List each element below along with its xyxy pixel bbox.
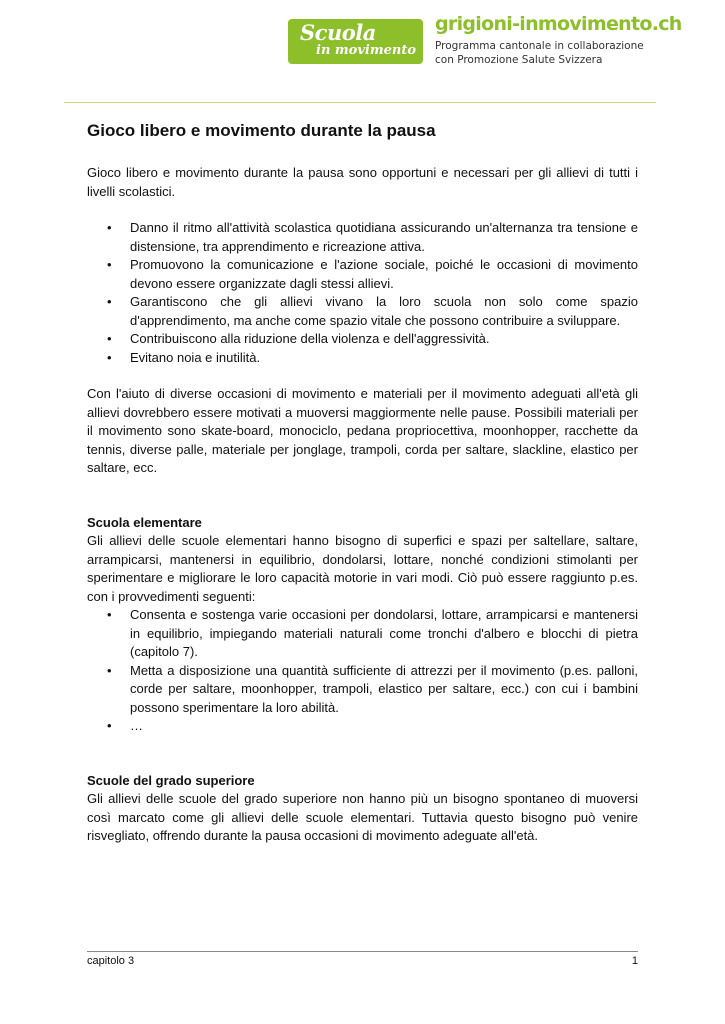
- bullet-icon: •: [107, 220, 112, 235]
- tagline-line1: Programma cantonale in collaborazione: [435, 40, 644, 52]
- bullet-icon: •: [107, 294, 112, 309]
- footer-divider: [87, 951, 638, 952]
- header-divider: [64, 102, 656, 103]
- page-number: 1: [631, 955, 638, 967]
- page-header: [0, 0, 725, 104]
- document-body: [87, 120, 638, 846]
- bullet-icon: •: [107, 331, 112, 346]
- elementary-paragraph: Gli allievi delle scuole elementari hanno bisogno di superfici e spazi per saltellare, saltare, arrampicarsi, mantenersi in equilibrio, dondolarsi, lottare, nonché condizioni stimolanti per sperimentare e migliorare le loro capacità motorie in vari modi. Ciò può essere raggiunto p.es. con i provvedimenti seguenti:: [87, 533, 638, 604]
- footer-chapter: capitolo 3: [87, 955, 135, 967]
- list-item: • …: [87, 717, 638, 736]
- site-name: grigioni-inmovimento.ch: [435, 13, 682, 35]
- list-item: • Garantiscono che gli allievi vivano la loro scuola non solo come spazio d'apprendimento, ma anche come spazio vitale che possono contribuire a sviluppare.: [107, 294, 638, 328]
- benefits-list: [87, 219, 638, 367]
- logo-line1: Scuola: [300, 20, 376, 45]
- list-item: • Evitano noia e inutilità.: [87, 349, 638, 368]
- tagline-line2: con Promozione Salute Svizzera: [435, 54, 603, 66]
- secondary-paragraph: Gli allievi delle scuole del grado superiore non hanno più un bisogno spontaneo di muoversi così marcato come gli allievi delle scuole elementari. Tuttavia questo bisogno può venire risvegliato, offrendo durante la pausa occasioni di movimento adeguate all'età.: [87, 791, 638, 843]
- bullet-icon: •: [107, 257, 112, 272]
- bullet-icon: •: [107, 607, 112, 622]
- bullet-icon: •: [107, 662, 112, 678]
- logo-line2: in movimento: [316, 43, 416, 58]
- bullet-icon: •: [107, 349, 112, 365]
- bullet-icon: •: [107, 718, 112, 733]
- section-title-secondary: Scuole del grado superiore: [87, 772, 255, 788]
- list-item: • Danno il ritmo all'attività scolastica quotidiana assicurando un'alternanza tra tensione e distensione, tra apprendimento e ricreazione attiva.: [107, 220, 638, 254]
- list-item: • Consenta e sostenga varie occasioni per dondolarsi, lottare, arrampicarsi e mantenersi in equilibrio, impiegando materiali naturali come tronchi d'albero e blocchi di pietra (capitolo 7).: [107, 607, 638, 659]
- measures-list: [87, 606, 638, 736]
- section-title-elementary: Scuola elementare: [87, 514, 202, 530]
- list-item: • Contribuiscono alla riduzione della violenza e dell'aggressività.: [87, 330, 638, 349]
- logo: [288, 19, 423, 64]
- materials-paragraph: Con l'aiuto di diverse occasioni di movimento e materiali per il movimento adeguati all'età gli allievi dovrebbero essere motivati a muoversi maggiormente nelle pause. Possibili materiali per il movimento sono skate-board, monociclo, pedana propriocettiva, moonhopper, racchette da tennis, diverse palle, materiale per jonglage, trampoli, corda per saltare, slackline, elastico per saltare, ecc.: [87, 386, 638, 475]
- list-item: • Promuovono la comunicazione e l'azione sociale, poiché le occasioni di movimento devono essere organizzate dagli stessi allievi.: [107, 257, 638, 291]
- intro-paragraph: Gioco libero e movimento durante la pausa sono opportuni e necessari per gli allievi di tutti i livelli scolastici.: [87, 165, 638, 199]
- page-title: Gioco libero e movimento durante la pausa: [87, 121, 436, 140]
- list-item: • Metta a disposizione una quantità sufficiente di attrezzi per il movimento (p.es. palloni, corde per saltare, moonhopper, trampoli, elastico per saltare, ecc.) con cui i bambini possono sperimentare la loro abilità.: [107, 662, 638, 715]
